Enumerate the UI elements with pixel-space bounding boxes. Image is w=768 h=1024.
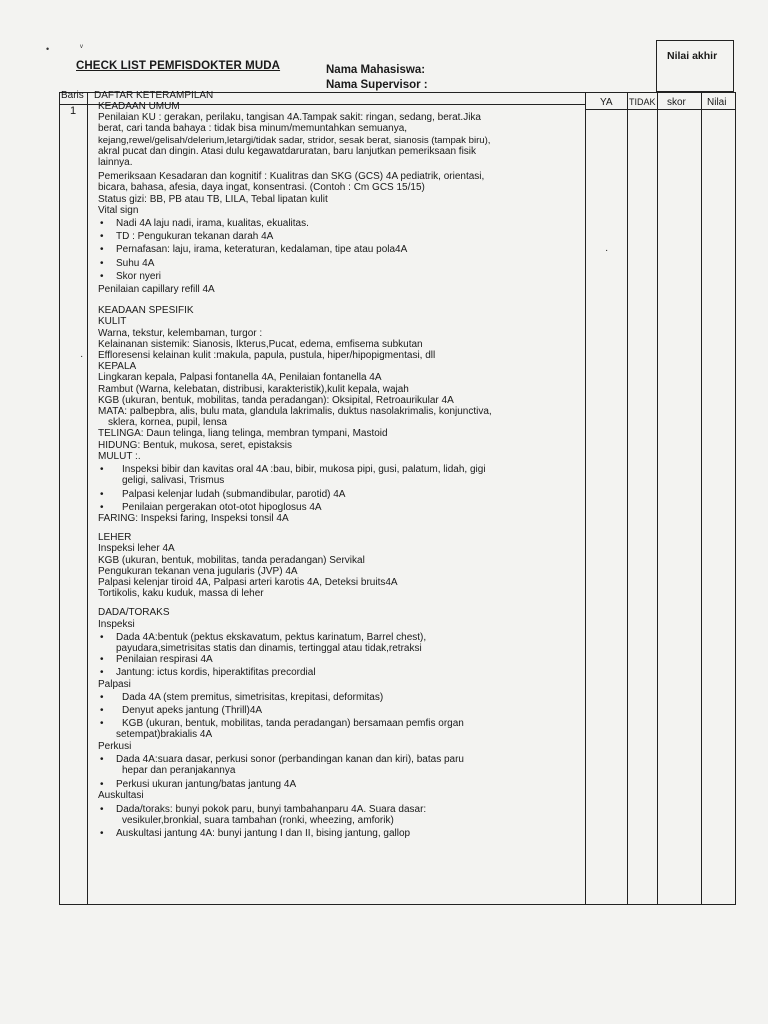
checklist-table	[59, 92, 736, 905]
section-heading: LEHER	[98, 532, 132, 544]
subsection-heading: MULUT :.	[98, 450, 141, 462]
skill-line: KGB (ukuran, bentuk, mobilitas, tanda peradangan) Servikal	[98, 554, 365, 566]
student-name-label: Nama Mahasiswa:	[326, 64, 426, 76]
column-divider	[657, 93, 658, 904]
skill-line: kejang,rewel/gelisah/delerium,letargi/tidak sadar, stridor, sesak berat, sianosis (tampak biru),	[98, 134, 491, 146]
list-item: • Palpasi kelenjar ludah (submandibular, parotid) 4A	[98, 489, 588, 500]
list-item: • TD : Pengukuran tekanan darah 4A	[98, 231, 588, 242]
column-header-daftar: DAFTAR KETERAMPILAN	[94, 90, 214, 101]
skill-line: Status gizi: BB, PB atau TB, LILA, Tebal lipatan kulit	[98, 193, 328, 205]
skill-line: HIDUNG: Bentuk, mukosa, seret, epistaksis	[98, 439, 292, 451]
column-divider	[87, 93, 88, 904]
column-header-ya: YA	[600, 97, 613, 108]
subsection-heading: Perkusi	[98, 740, 132, 752]
skill-line: sklera, kornea, pupil, lensa	[108, 417, 227, 429]
list-item: • Penilaian respirasi 4A	[98, 654, 588, 665]
skill-line: lainnya.	[98, 157, 133, 169]
supervisor-name-label: Nama Supervisor :	[326, 79, 428, 91]
column-divider	[627, 93, 628, 904]
scan-speck: ᵛ	[80, 42, 83, 52]
list-item-continuation: payudara,simetrisitas statis dan dinamis, tertinggal atau tidak,retraksi	[116, 642, 422, 654]
skill-line: Penilaian capillary refill 4A	[98, 284, 215, 296]
list-item: • Inspeksi bibir dan kavitas oral 4A :bau, bibir, mukosa pipi, gusi, palatum, lidah, gigi	[98, 464, 588, 475]
list-item-continuation: hepar dan peranjakannya	[122, 764, 236, 776]
skill-line: Warna, tekstur, kelembaman, turgor :	[98, 327, 263, 339]
skill-line: Penilaian KU : gerakan, perilaku, tangisan 4A.Tampak sakit: ringan, sedang, berat.Jika	[98, 112, 481, 124]
scan-speck: •	[46, 44, 50, 54]
skill-line: Inspeksi leher 4A	[98, 543, 175, 555]
list-item: • Dada 4A:suara dasar, perkusi sonor (perbandingan kanan dan kiri), batas paru	[98, 754, 588, 765]
column-divider	[701, 93, 702, 904]
skill-line: akral pucat dan dingin. Atasi dulu kegawatdaruratan, baru lanjutkan pemeriksaan fisik	[98, 145, 477, 157]
skill-line: Pemeriksaan Kesadaran dan kognitif : Kualitras dan SKG (GCS) 4A pediatrik, orientasi,	[98, 171, 485, 183]
scan-speck: ·	[80, 351, 84, 362]
skill-line: Lingkaran kepala, Palpasi fontanella 4A, Penilaian fontanella 4A	[98, 372, 382, 384]
skill-line: TELINGA: Daun telinga, liang telinga, membran tympani, Mastoid	[98, 428, 388, 440]
list-item: • Perkusi ukuran jantung/batas jantung 4A	[98, 779, 588, 790]
skill-line: KGB (ukuran, bentuk, mobilitas, tanda peradangan): Oksipital, Retroaurikular 4A	[98, 394, 454, 406]
column-header-tidak: TIDAK	[629, 97, 656, 107]
list-item: • Denyut apeks jantung (Thrill)4A	[98, 705, 588, 716]
row-number: 1	[70, 105, 77, 117]
column-header-nilai: Nilai	[707, 97, 727, 108]
list-item-continuation: setempat)brakialis 4A	[116, 729, 213, 741]
skill-line: berat, cari tanda bahaya : tidak bisa minum/memuntahkan semuanya,	[98, 123, 408, 135]
subsection-heading: Inspeksi	[98, 618, 135, 630]
list-item: • Dada/toraks: bunyi pokok paru, bunyi tambahanparu 4A. Suara dasar:	[98, 804, 588, 815]
skill-line: Effloresensi kelainan kulit :makula, papula, pustula, hiper/hipopigmentasi, dll	[98, 350, 436, 362]
subsection-heading: Vital sign	[98, 204, 139, 216]
column-header-baris: Baris	[61, 90, 84, 101]
subsection-heading: KULIT	[98, 316, 127, 328]
skill-line: MATA: palbepbra, alis, bulu mata, glandula lakrimalis, duktus nasolakrimalis, konjunctiva,	[98, 406, 492, 418]
list-item: • Jantung: ictus kordis, hiperaktifitas precordial	[98, 667, 588, 678]
section-heading: KEADAAN SPESIFIK	[98, 305, 194, 317]
list-item: • Skor nyeri	[98, 271, 588, 282]
list-item: • Nadi 4A laju nadi, irama, kualitas, ekualitas.	[98, 218, 588, 229]
skill-line: Kelainanan sistemik: Sianosis, Ikterus,Pucat, edema, emfisema subkutan	[98, 338, 423, 350]
skill-line: bicara, bahasa, afesia, daya ingat, konsentrasi. (Contoh : Cm GCS 15/15)	[98, 182, 425, 194]
subsection-heading: Auskultasi	[98, 790, 144, 802]
skills-list	[98, 101, 588, 839]
list-item: • Dada 4A (stem premitus, simetrisitas, krepitasi, deformitas)	[98, 692, 588, 703]
checklist-title: CHECK LIST PEMFISDOKTER MUDA	[76, 60, 281, 72]
final-score-label: Nilai akhir	[667, 50, 718, 62]
subsection-heading: Palpasi	[98, 678, 131, 690]
list-item-continuation: vesikuler,bronkial, suara tambahan (ronki, wheezing, amforik)	[122, 814, 394, 826]
section-heading: KEADAAN UMUM	[98, 101, 180, 112]
skill-line: Palpasi kelenjar tiroid 4A, Palpasi arteri karotis 4A, Deteksi bruits4A	[98, 576, 398, 588]
final-score-box	[656, 40, 734, 92]
header-divider	[585, 109, 735, 110]
subsection-heading: KEPALA	[98, 361, 137, 373]
skill-line: FARING: Inspeksi faring, Inspeksi tonsil 4A	[98, 512, 289, 524]
skill-line: Tortikolis, kaku kuduk, massa di leher	[98, 588, 264, 600]
list-item: • Penilaian pergerakan otot-otot hipoglosus 4A	[98, 502, 588, 513]
skill-line: Pengukuran tekanan vena jugularis (JVP) 4A	[98, 565, 298, 577]
scan-speck: ·	[605, 245, 609, 256]
list-item: • Pernafasan: laju, irama, keteraturan, kedalaman, tipe atau pola4A	[98, 244, 588, 255]
list-item-continuation: geligi, salivasi, Trismus	[122, 475, 225, 487]
section-heading: DADA/TORAKS	[98, 607, 170, 619]
skill-line: Rambut (Warna, kelebatan, distribusi, karakteristik),kulit kepala, wajah	[98, 383, 409, 395]
list-item: • KGB (ukuran, bentuk, mobilitas, tanda peradangan) bersamaan pemfis organ	[98, 718, 588, 729]
list-item: • Suhu 4A	[98, 258, 588, 269]
list-item: • Dada 4A:bentuk (pektus ekskavatum, pektus karinatum, Barrel chest),	[98, 632, 588, 643]
column-header-skor: skor	[667, 97, 686, 108]
list-item: • Auskultasi jantung 4A: bunyi jantung I dan II, bising jantung, gallop	[98, 828, 588, 839]
